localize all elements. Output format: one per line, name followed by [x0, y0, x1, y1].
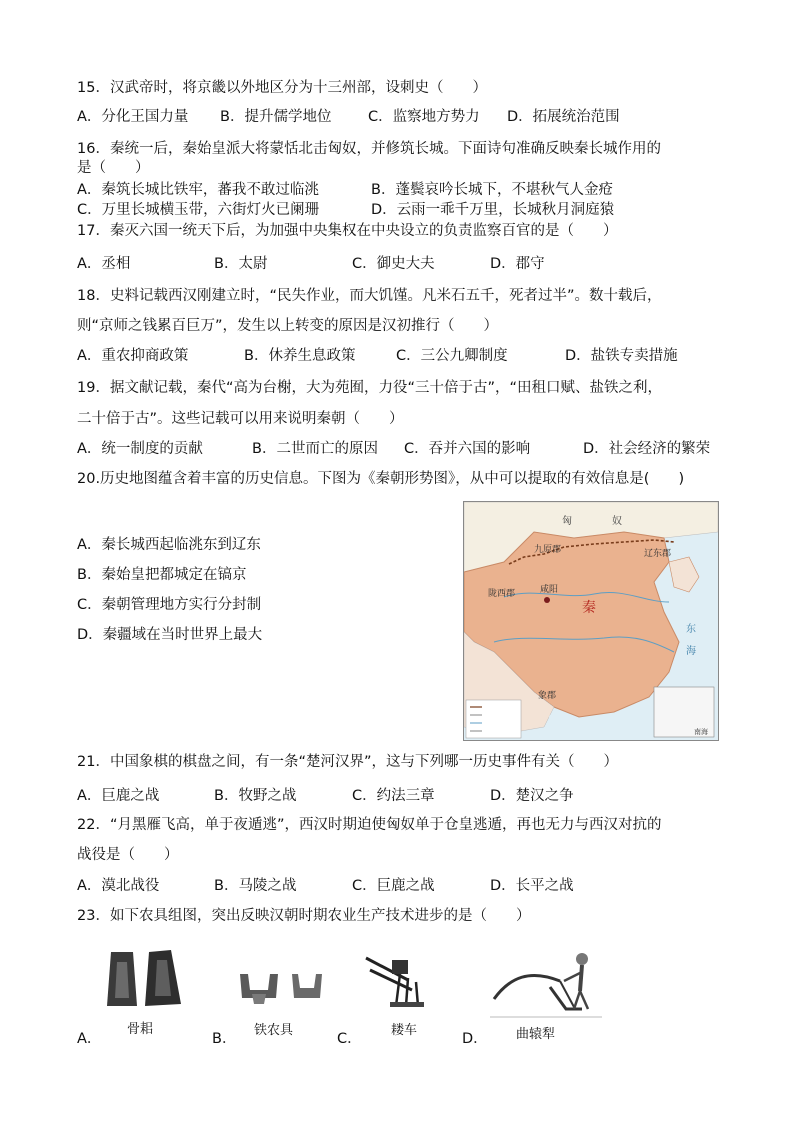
map-label-jiuyuan: 九原郡	[534, 545, 562, 555]
q15-option-d: D．拓展统治范围	[507, 109, 620, 125]
q22-option-d: D．长平之战	[490, 878, 574, 894]
q22-option-c: C．巨鹿之战	[352, 878, 435, 894]
q23-letter-d: D．	[462, 1031, 488, 1047]
q15-stem: 15．汉武帝时，将京畿以外地区分为十三州部，设刺史（ ）	[77, 80, 487, 96]
map-label-dong: 东	[686, 624, 696, 635]
q22-option-b: B．马陵之战	[214, 878, 297, 894]
q16-option-b: B．蓬鬓哀吟长城下，不堪秋气人金疮	[371, 182, 613, 198]
seed-drill-image	[362, 950, 432, 1016]
caption-d: 曲辕犁	[516, 1027, 556, 1042]
caption-b: 铁农具	[254, 1023, 294, 1038]
q18-option-a: A．重农抑商政策	[77, 348, 189, 364]
q18-stem-line1: 18．史料记载西汉刚建立时，“民失作业，而大饥馑。凡米石五千，死者过半”。数十载后，	[77, 288, 662, 304]
q19-option-d: D．社会经济的繁荣	[583, 441, 711, 457]
q20-option-b: B．秦始皇把都城定在镐京	[77, 567, 247, 583]
map-label-longxi: 陇西郡	[488, 589, 516, 599]
map-label-xiong: 匈	[562, 516, 572, 527]
caption-a: 骨耜	[127, 1022, 154, 1037]
q21-option-c: C．约法三章	[352, 788, 435, 804]
q16-stem-line1: 16．秦统一后，秦始皇派大将蒙恬北击匈奴，并修筑长城。下面诗句准确反映秦长城作用的	[77, 141, 661, 157]
map-graphic	[464, 502, 718, 740]
q22-stem-line2: 战役是（ ）	[77, 847, 179, 863]
q17-option-c: C．御史大夫	[352, 256, 435, 272]
q18-option-d: D．盐铁专卖措施	[565, 348, 678, 364]
q18-option-b: B．休养生息政策	[244, 348, 356, 364]
q23-letter-a: A．	[77, 1031, 102, 1047]
q22-stem-line1: 22．“月黑雁飞高，单于夜遁逃”，西汉时期迫使匈奴单于仓皇逃遁，再也无力与西汉对抗的	[77, 817, 662, 833]
q19-option-a: A．统一制度的贡献	[77, 441, 203, 457]
q21-option-b: B．牧野之战	[214, 788, 297, 804]
map-label-nanhai: 南海	[694, 728, 708, 736]
map-label-xianyang: 咸阳	[540, 585, 559, 595]
q17-option-a: A．丞相	[77, 256, 131, 272]
q16-option-c: C．万里长城横玉带，六街灯火已阑珊	[77, 202, 320, 218]
q19-stem-line2: 二十倍于古”。这些记载可以用来说明秦朝（ ）	[77, 411, 404, 427]
q17-option-d: D．郡守	[490, 256, 545, 272]
q16-stem-line2: 是（ ）	[77, 160, 150, 176]
qin-dynasty-map	[463, 501, 719, 741]
q20-stem: 20.历史地图蕴含着丰富的历史信息。下图为《秦朝形势图》，从中可以提取的有效信息是( )	[77, 471, 685, 487]
map-label-nu: 奴	[612, 516, 622, 527]
map-label-qin: 秦	[582, 600, 596, 616]
q18-stem-line2: 则“京师之钱累百巨万”，发生以上转变的原因是汉初推行（ ）	[77, 318, 499, 334]
q21-stem: 21．中国象棋的棋盘之间，有一条“楚河汉界”，这与下列哪一历史事件有关（ ）	[77, 754, 618, 770]
q21-option-a: A．巨鹿之战	[77, 788, 160, 804]
q18-option-c: C．三公九卿制度	[396, 348, 508, 364]
q20-option-d: D．秦疆域在当时世界上最大	[77, 627, 263, 643]
map-label-xiangjun: 象郡	[538, 691, 557, 701]
q17-stem: 17．秦灭六国一统天下后，为加强中央集权在中央设立的负责监察百官的是（ ）	[77, 223, 618, 239]
q23-letter-b: B．	[212, 1031, 237, 1047]
q21-option-d: D．楚汉之争	[490, 788, 574, 804]
q23-stem: 23．如下农具组图，突出反映汉朝时期农业生产技术进步的是（ ）	[77, 908, 531, 924]
q20-option-a: A．秦长城西起临洮东到辽东	[77, 537, 261, 553]
caption-c: 耧车	[391, 1023, 418, 1038]
q23-letter-c: C．	[337, 1031, 362, 1047]
q17-option-b: B．太尉	[214, 256, 268, 272]
q16-option-d: D．云雨一乖千万里，长城秋月洞庭猿	[371, 202, 615, 218]
q19-stem-line1: 19．据文献记载，秦代“高为台榭，大为苑囿，力役“三十倍于古”，“田租口赋、盐铁之利，	[77, 380, 662, 396]
curved-plough-image	[490, 947, 602, 1023]
q15-option-c: C．监察地方势力	[368, 109, 480, 125]
iron-tools-image	[238, 968, 328, 1014]
q19-option-b: B．二世而亡的原因	[252, 441, 378, 457]
map-label-liaodong: 辽东郡	[644, 549, 672, 559]
q19-option-c: C．吞并六国的影响	[404, 441, 531, 457]
q15-option-b: B．提升儒学地位	[220, 109, 332, 125]
q15-option-a: A．分化王国力量	[77, 109, 189, 125]
q22-option-a: A．漠北战役	[77, 878, 160, 894]
q16-option-a: A．秦筑长城比铁牢，蕃我不敢过临洮	[77, 182, 319, 198]
map-label-hai: 海	[686, 646, 696, 657]
bone-spade-image	[105, 948, 185, 1014]
q20-option-c: C．秦朝管理地方实行分封制	[77, 597, 262, 613]
